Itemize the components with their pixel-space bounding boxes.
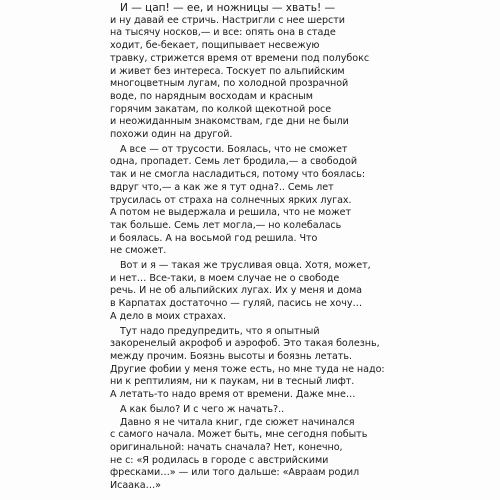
text-line: между прочим. Боязнь высоты и боязнь летать. — [110, 350, 353, 362]
text-line: фресками…» — или того дальше: «Авраам родил — [110, 467, 360, 479]
text-line: трусилась от страха на солнечных ярких лугах. — [110, 194, 352, 206]
text-line: и неожиданным знакомствам, где дни не были — [110, 116, 349, 128]
text-line: закоренелый акрофоб и аэрофоб. Это такая болезнь, — [110, 338, 380, 350]
text-line: не сможет. — [110, 245, 167, 257]
text-line: с самого начала. Может быть, мне сегодня побыть — [110, 429, 368, 441]
text-line: и ну давай ее стричь. Настригли с нее шерсти — [110, 14, 345, 26]
text-line: ходит, бе-бекает, пощипывает несвежую — [110, 40, 320, 52]
text-line: Давно я не читала книг, где сюжет начинался — [120, 416, 355, 428]
text-line: А потом не выдержала и решила, что не может — [110, 207, 352, 219]
text-line: травку, стрижется время от времени под полубокс — [110, 52, 370, 64]
text-line: ни к рептилиям, ни к паукам, ни в тесный лифт. — [110, 376, 355, 388]
text-line: И — цап! — ее, и ножницы — хвать! — — [120, 2, 336, 14]
text-line: горячим закатам, по колкой щекотной росе — [110, 103, 332, 115]
text-line: на тысячу носков,— и все: опять она в стаде — [110, 27, 336, 39]
text-line: А летать-то надо время от времени. Даже мне… — [110, 389, 356, 401]
text-line: А как было? И с чего ж начать?.. — [120, 403, 285, 415]
text-line: Другие фобии у меня тоже есть, но мне туда не надо: — [110, 363, 385, 375]
text-line: в Карпатах достаточно — гуляй, пасись не хочу… — [110, 298, 363, 310]
text-line: так и не смогла насладиться, потому что боялась: — [110, 169, 366, 181]
text-line: так больше. Семь лет могла,— но колебалась — [110, 219, 342, 231]
text-line: воде, по нарядным восходам и красным — [110, 90, 313, 102]
text-line: Тут надо предупредить, что я опытный — [120, 325, 320, 337]
text-line: Вот и я — такая же трусливая овца. Хотя, может, — [120, 260, 371, 272]
text-line: А все — от трусости. Боялась, что не сможет — [120, 143, 348, 155]
text-line: Исаака…» — [110, 480, 161, 492]
text-line: и живет без интереса. Тоскует по альпийским — [110, 65, 345, 77]
text-line: А дело в моих страхах. — [110, 310, 226, 322]
text-line: одна, пропадет. Семь лет бродила,— а свободой — [110, 156, 358, 168]
text-line: речь. И не об альпийских лугах. Их у меня и дома — [110, 285, 363, 297]
text-line: и нет… Все-таки, в моем случае не о свободе — [110, 272, 340, 284]
text-line: многоцветным лугам, по холодной прозрачной — [110, 78, 349, 90]
text-line: не с: «Я родилась в городе с австрийскими — [110, 454, 329, 466]
text-line: похожи один на другой. — [110, 129, 233, 141]
body-text — [110, 2, 385, 493]
text-line: вдруг что,— а как же я тут одна?.. Семь лет — [110, 181, 334, 193]
text-line: и боялась. А на восьмой год решила. Что — [110, 232, 318, 244]
text-line: оригинальной: начать сначала? Нет, конечно, — [110, 441, 343, 453]
